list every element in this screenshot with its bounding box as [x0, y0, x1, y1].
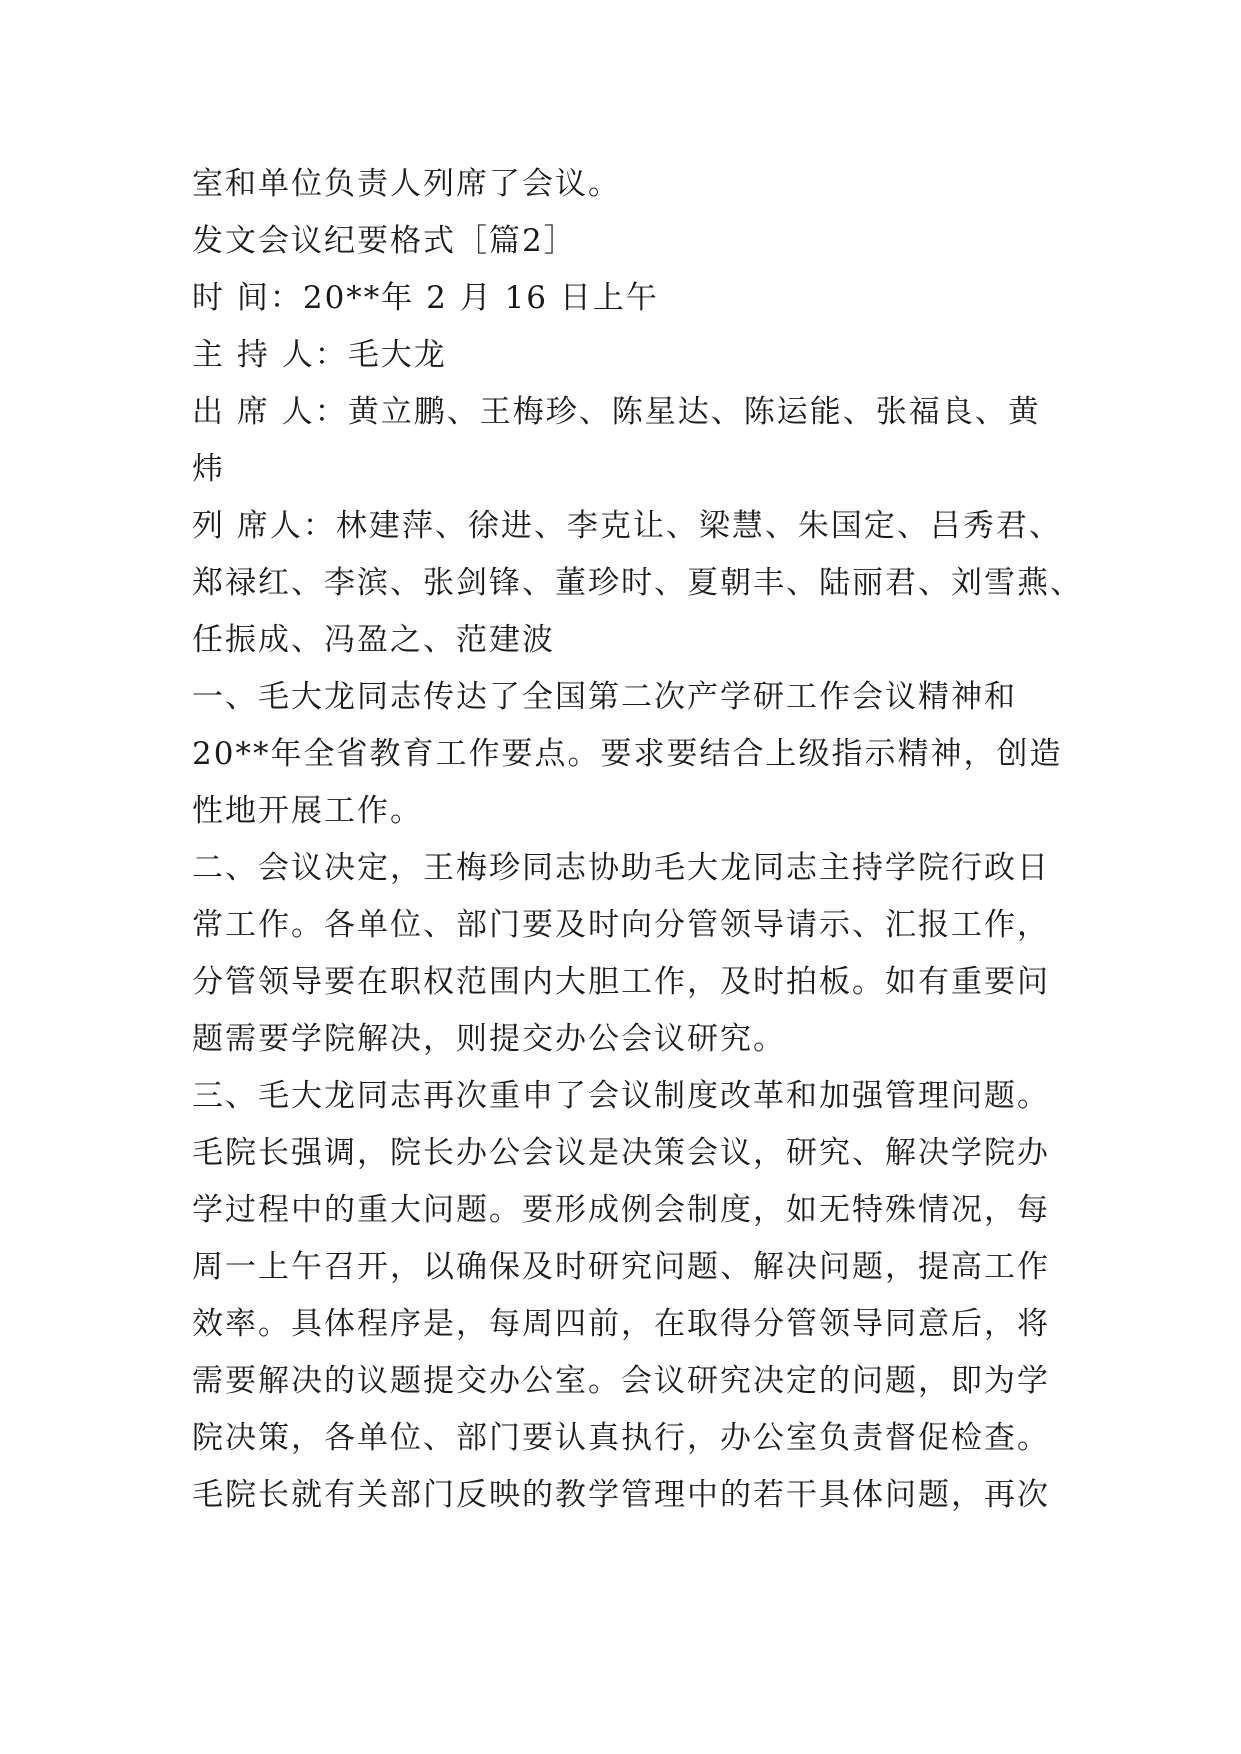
body-line: 室和单位负责人列席了会议。: [192, 166, 621, 202]
attendees-line: 炜: [192, 451, 225, 487]
item-three-line: 毛院长强调，院长办公会议是决策会议，研究、解决学院办: [192, 1135, 1050, 1171]
item-one-line: 20**年全省教育工作要点。要求要结合上级指示精神，创造: [192, 736, 1063, 772]
item-two-line: 常工作。各单位、部门要及时向分管领导请示、汇报工作，: [192, 907, 1050, 943]
item-two-line: 题需要学院解决，则提交办公会议研究。: [192, 1021, 786, 1057]
item-three-line: 三、毛大龙同志再次重申了会议制度改革和加强管理问题。: [192, 1078, 1050, 1114]
item-three-line: 效率。具体程序是，每周四前，在取得分管领导同意后，将: [192, 1306, 1050, 1342]
item-two-line: 二、会议决定，王梅珍同志协助毛大龙同志主持学院行政日: [192, 850, 1050, 886]
meeting-time: 时 间：20**年 2 月 16 日上午: [192, 280, 659, 316]
observers-line: 任振成、冯盈之、范建波: [192, 622, 555, 658]
item-one-line: 一、毛大龙同志传达了全国第二次产学研工作会议精神和: [192, 679, 1017, 715]
item-three-line: 周一上午召开，以确保及时研究问题、解决问题，提高工作: [192, 1249, 1050, 1285]
item-three-line: 毛院长就有关部门反映的教学管理中的若干具体问题，再次: [192, 1477, 1050, 1513]
item-three-line: 学过程中的重大问题。要形成例会制度，如无特殊情况，每: [192, 1192, 1050, 1228]
document-body: [192, 156, 1083, 1524]
section-heading: 发文会议纪要格式［篇2］: [192, 223, 577, 259]
item-three-line: 院决策，各单位、部门要认真执行，办公室负责督促检查。: [192, 1420, 1050, 1456]
item-one-line: 性地开展工作。: [192, 793, 423, 829]
item-three-line: 需要解决的议题提交办公室。会议研究决定的问题，即为学: [192, 1363, 1050, 1399]
item-two-line: 分管领导要在职权范围内大胆工作，及时拍板。如有重要问: [192, 964, 1050, 1000]
attendees-line: 出 席 人：黄立鹏、王梅珍、陈星达、陈运能、张福良、黄: [192, 394, 1041, 430]
meeting-host: 主 持 人：毛大龙: [192, 337, 447, 373]
observers-line: 列 席人：林建萍、徐进、李克让、梁慧、朱国定、吕秀君、: [192, 508, 1062, 544]
observers-line: 郑禄红、李滨、张剑锋、董珍时、夏朝丰、陆丽君、刘雪燕、: [192, 565, 1083, 601]
